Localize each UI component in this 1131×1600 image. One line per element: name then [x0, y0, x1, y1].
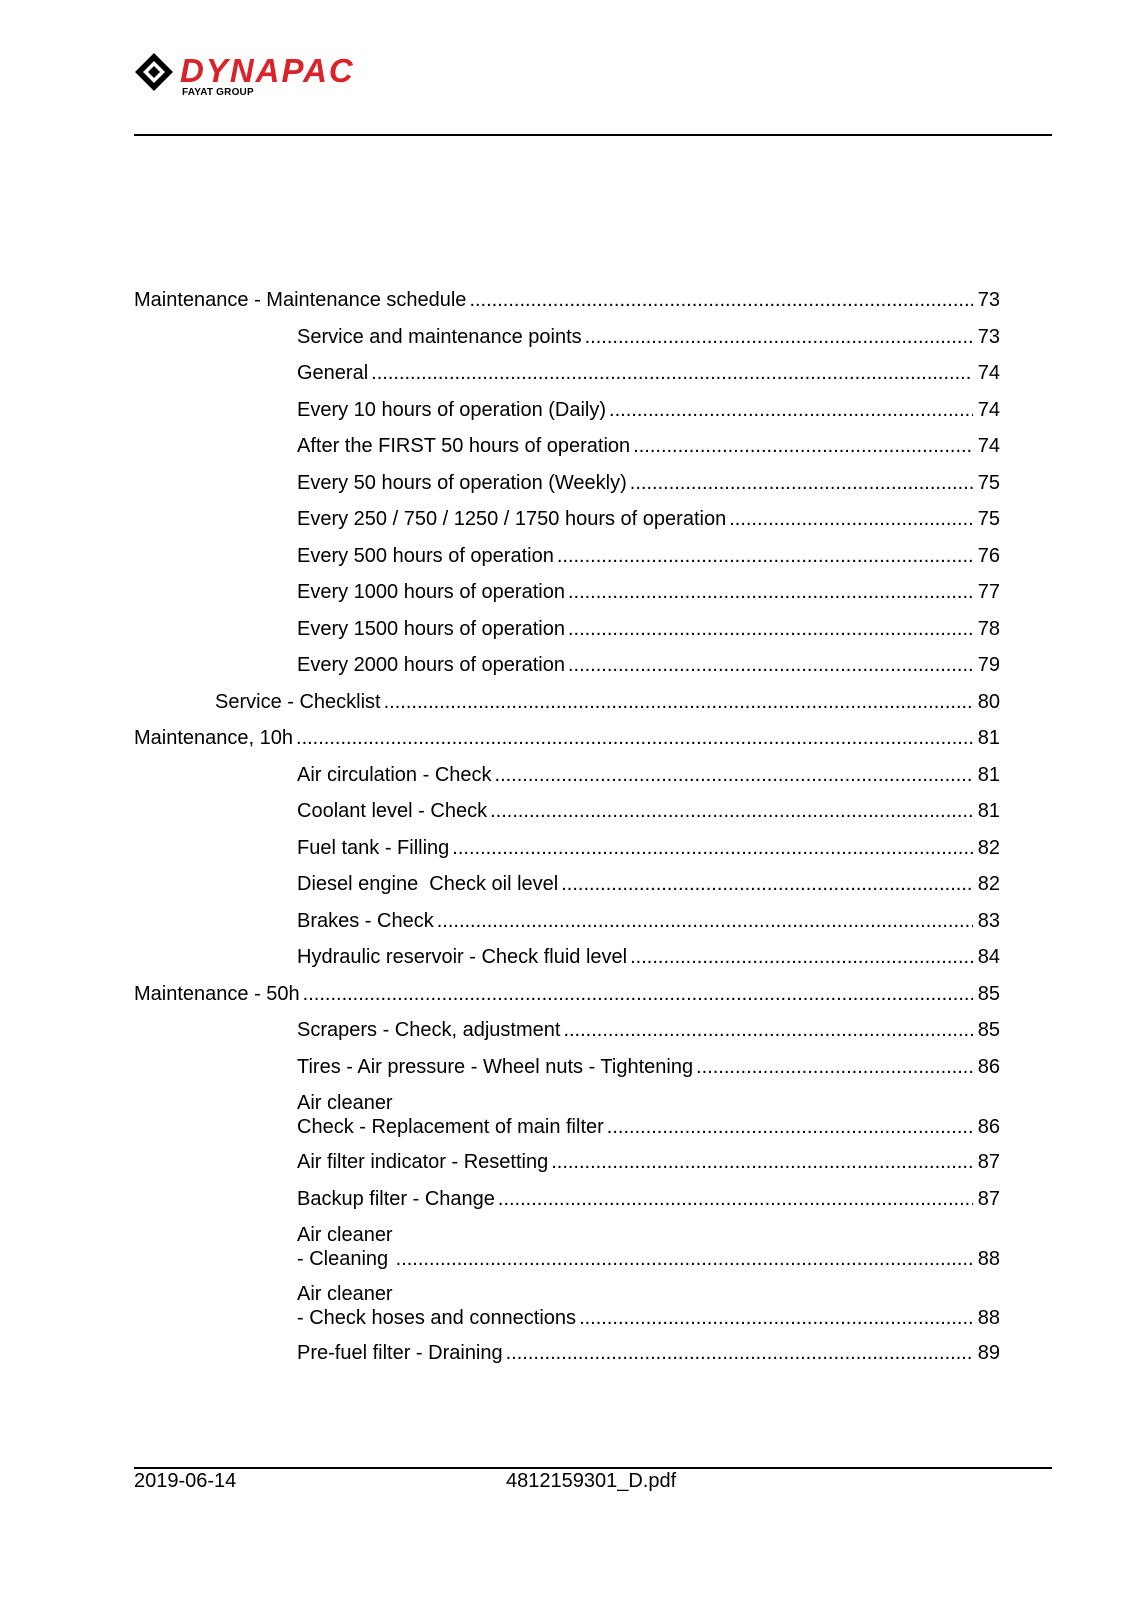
toc-entry-page: 81 — [977, 763, 1000, 786]
toc-entry-title: Air cleaner - Cleaning — [297, 1224, 393, 1270]
toc-entry-page: 89 — [977, 1342, 1000, 1364]
toc-entry[interactable] — [297, 836, 1000, 860]
toc-entry-page: 87 — [977, 1187, 1000, 1210]
toc-leader-dots — [506, 1341, 973, 1365]
toc-entry[interactable] — [297, 1150, 1000, 1174]
toc-entry[interactable] — [297, 653, 1000, 677]
toc-leader-dots — [384, 690, 973, 714]
toc-entry[interactable] — [297, 1341, 1000, 1365]
toc-entry-title: Every 250 / 750 / 1250 / 1750 hours of operation — [297, 508, 727, 530]
toc-entry-page: 74 — [977, 435, 1000, 457]
header-rule — [134, 134, 1052, 136]
toc-leader-dots — [579, 1306, 973, 1330]
toc-entry[interactable] — [134, 726, 1000, 750]
toc-entry-page: 73 — [977, 289, 1000, 311]
toc-entry-title: Hydraulic reservoir - Check fluid level — [297, 946, 628, 968]
toc-entry-title: After the FIRST 50 hours of operation — [297, 435, 631, 457]
toc-entry[interactable] — [297, 507, 1000, 531]
toc-entry[interactable] — [297, 398, 1000, 422]
toc-entry-title: Air filter indicator - Resetting — [297, 1151, 549, 1173]
toc-entry-title: Brakes - Check — [297, 909, 434, 932]
toc-leader-dots — [469, 288, 973, 312]
toc-entry-title: Every 1000 hours of operation — [297, 581, 565, 603]
toc-leader-dots — [437, 909, 973, 933]
toc-entry-title: Backup filter - Change — [297, 1187, 495, 1210]
toc-leader-dots — [630, 471, 973, 495]
toc-leader-dots — [551, 1150, 973, 1174]
toc-leader-dots — [498, 1187, 973, 1211]
toc-entry-page: 79 — [977, 654, 1000, 676]
footer-filename: 4812159301_D.pdf — [506, 1470, 677, 1492]
toc-entry[interactable] — [297, 909, 1000, 933]
toc-entry[interactable] — [297, 1018, 1000, 1042]
toc-entry-page: 81 — [977, 727, 1000, 749]
brand-name: DYNAPAC — [180, 52, 355, 89]
toc-leader-dots — [371, 361, 973, 385]
toc-entry-page: 82 — [977, 873, 1000, 895]
toc-entry-title: Maintenance - Maintenance schedule — [134, 289, 467, 311]
toc-entry-title: Service and maintenance points — [297, 325, 582, 348]
toc-leader-dots — [607, 1115, 973, 1139]
toc-leader-dots — [585, 325, 973, 349]
toc-entry[interactable] — [297, 1223, 1000, 1271]
toc-leader-dots — [296, 726, 973, 750]
toc-entry-page: 86 — [977, 1055, 1000, 1078]
toc-entry[interactable] — [297, 544, 1000, 568]
toc-entry-page: 74 — [977, 362, 1000, 384]
toc-leader-dots — [633, 434, 973, 458]
brand-group: FAYAT GROUP — [182, 87, 254, 98]
toc-entry-title: Service - Checklist — [215, 690, 381, 713]
toc-entry-title: Scrapers - Check, adjustment — [297, 1019, 561, 1041]
toc-leader-dots — [396, 1247, 973, 1271]
toc-leader-dots — [563, 1018, 973, 1042]
toc-entry-title: Coolant level - Check — [297, 800, 488, 822]
toc-entry-title: Every 500 hours of operation — [297, 544, 554, 567]
toc-entry[interactable] — [297, 434, 1000, 458]
toc-leader-dots — [303, 982, 973, 1006]
toc-entry-title: Every 1500 hours of operation — [297, 617, 565, 640]
toc-entry-page: 73 — [977, 325, 1000, 348]
toc-entry[interactable] — [215, 690, 1000, 714]
toc-entry-title: Diesel engine Check oil level — [297, 873, 559, 895]
toc-entry[interactable] — [297, 763, 1000, 787]
toc-leader-dots — [696, 1055, 973, 1079]
dynapac-diamond-logo-icon — [134, 52, 174, 92]
toc-entry-title: Maintenance, 10h — [134, 727, 294, 749]
toc-entry[interactable] — [297, 1187, 1000, 1211]
toc-entry[interactable] — [297, 1055, 1000, 1079]
toc-entry-page: 77 — [977, 581, 1000, 603]
toc-entry-title: Air cleaner - Check hoses and connections — [297, 1283, 577, 1329]
toc-entry-page: 87 — [977, 1151, 1000, 1173]
toc-entry-page: 75 — [977, 508, 1000, 530]
toc-entry-page: 88 — [977, 1307, 1000, 1329]
toc-leader-dots — [452, 836, 973, 860]
toc-entry[interactable] — [297, 361, 1000, 385]
toc-entry-page: 78 — [977, 617, 1000, 640]
toc-entry-title: Every 2000 hours of operation — [297, 654, 565, 676]
toc-leader-dots — [561, 872, 973, 896]
toc-entry[interactable] — [134, 288, 1000, 312]
toc-entry-page: 76 — [977, 544, 1000, 567]
toc-entry[interactable] — [297, 872, 1000, 896]
toc-entry[interactable] — [297, 617, 1000, 641]
toc-entry[interactable] — [297, 471, 1000, 495]
toc-entry-title: Every 50 hours of operation (Weekly) — [297, 471, 627, 494]
toc-leader-dots — [729, 507, 973, 531]
toc-entry-page: 74 — [977, 398, 1000, 421]
toc-leader-dots — [495, 763, 973, 787]
toc-entry-title: Fuel tank - Filling — [297, 836, 450, 859]
toc-entry[interactable] — [297, 945, 1000, 969]
toc-leader-dots — [568, 580, 973, 604]
toc-entry-page: 80 — [977, 690, 1000, 713]
footer-date: 2019-06-14 — [134, 1470, 237, 1492]
toc-entry-page: 88 — [977, 1248, 1000, 1270]
toc-leader-dots — [568, 617, 973, 641]
toc-leader-dots — [557, 544, 973, 568]
toc-entry-title: Every 10 hours of operation (Daily) — [297, 398, 607, 421]
toc-entry-title: Air cleaner Check - Replacement of main filter — [297, 1092, 604, 1138]
toc-entry[interactable] — [297, 1091, 1000, 1139]
toc-entry[interactable] — [297, 580, 1000, 604]
toc-entry[interactable] — [297, 1282, 1000, 1330]
brand-logo — [134, 50, 474, 100]
toc-entry-page: 75 — [977, 471, 1000, 494]
toc-entry-page: 86 — [977, 1116, 1000, 1138]
toc-entry-page: 82 — [977, 836, 1000, 859]
toc-entry-title: Pre-fuel filter - Draining — [297, 1342, 503, 1364]
toc-entry-title: General — [297, 362, 369, 384]
toc-entry[interactable] — [297, 799, 1000, 823]
toc-entry-title: Air circulation - Check — [297, 763, 492, 786]
toc-leader-dots — [609, 398, 973, 422]
toc-entry[interactable] — [297, 325, 1000, 349]
toc-leader-dots — [490, 799, 973, 823]
toc-entry-title: Tires - Air pressure - Wheel nuts - Tightening — [297, 1055, 694, 1078]
toc-entry-page: 85 — [977, 982, 1000, 1005]
toc-leader-dots — [630, 945, 973, 969]
toc-entry-page: 83 — [977, 909, 1000, 932]
toc-entry-page: 85 — [977, 1019, 1000, 1041]
toc-entry-title: Maintenance - 50h — [134, 982, 300, 1005]
toc-entry-page: 81 — [977, 800, 1000, 822]
toc-leader-dots — [568, 653, 973, 677]
toc-entry-page: 84 — [977, 946, 1000, 968]
toc-entry[interactable] — [134, 982, 1000, 1006]
